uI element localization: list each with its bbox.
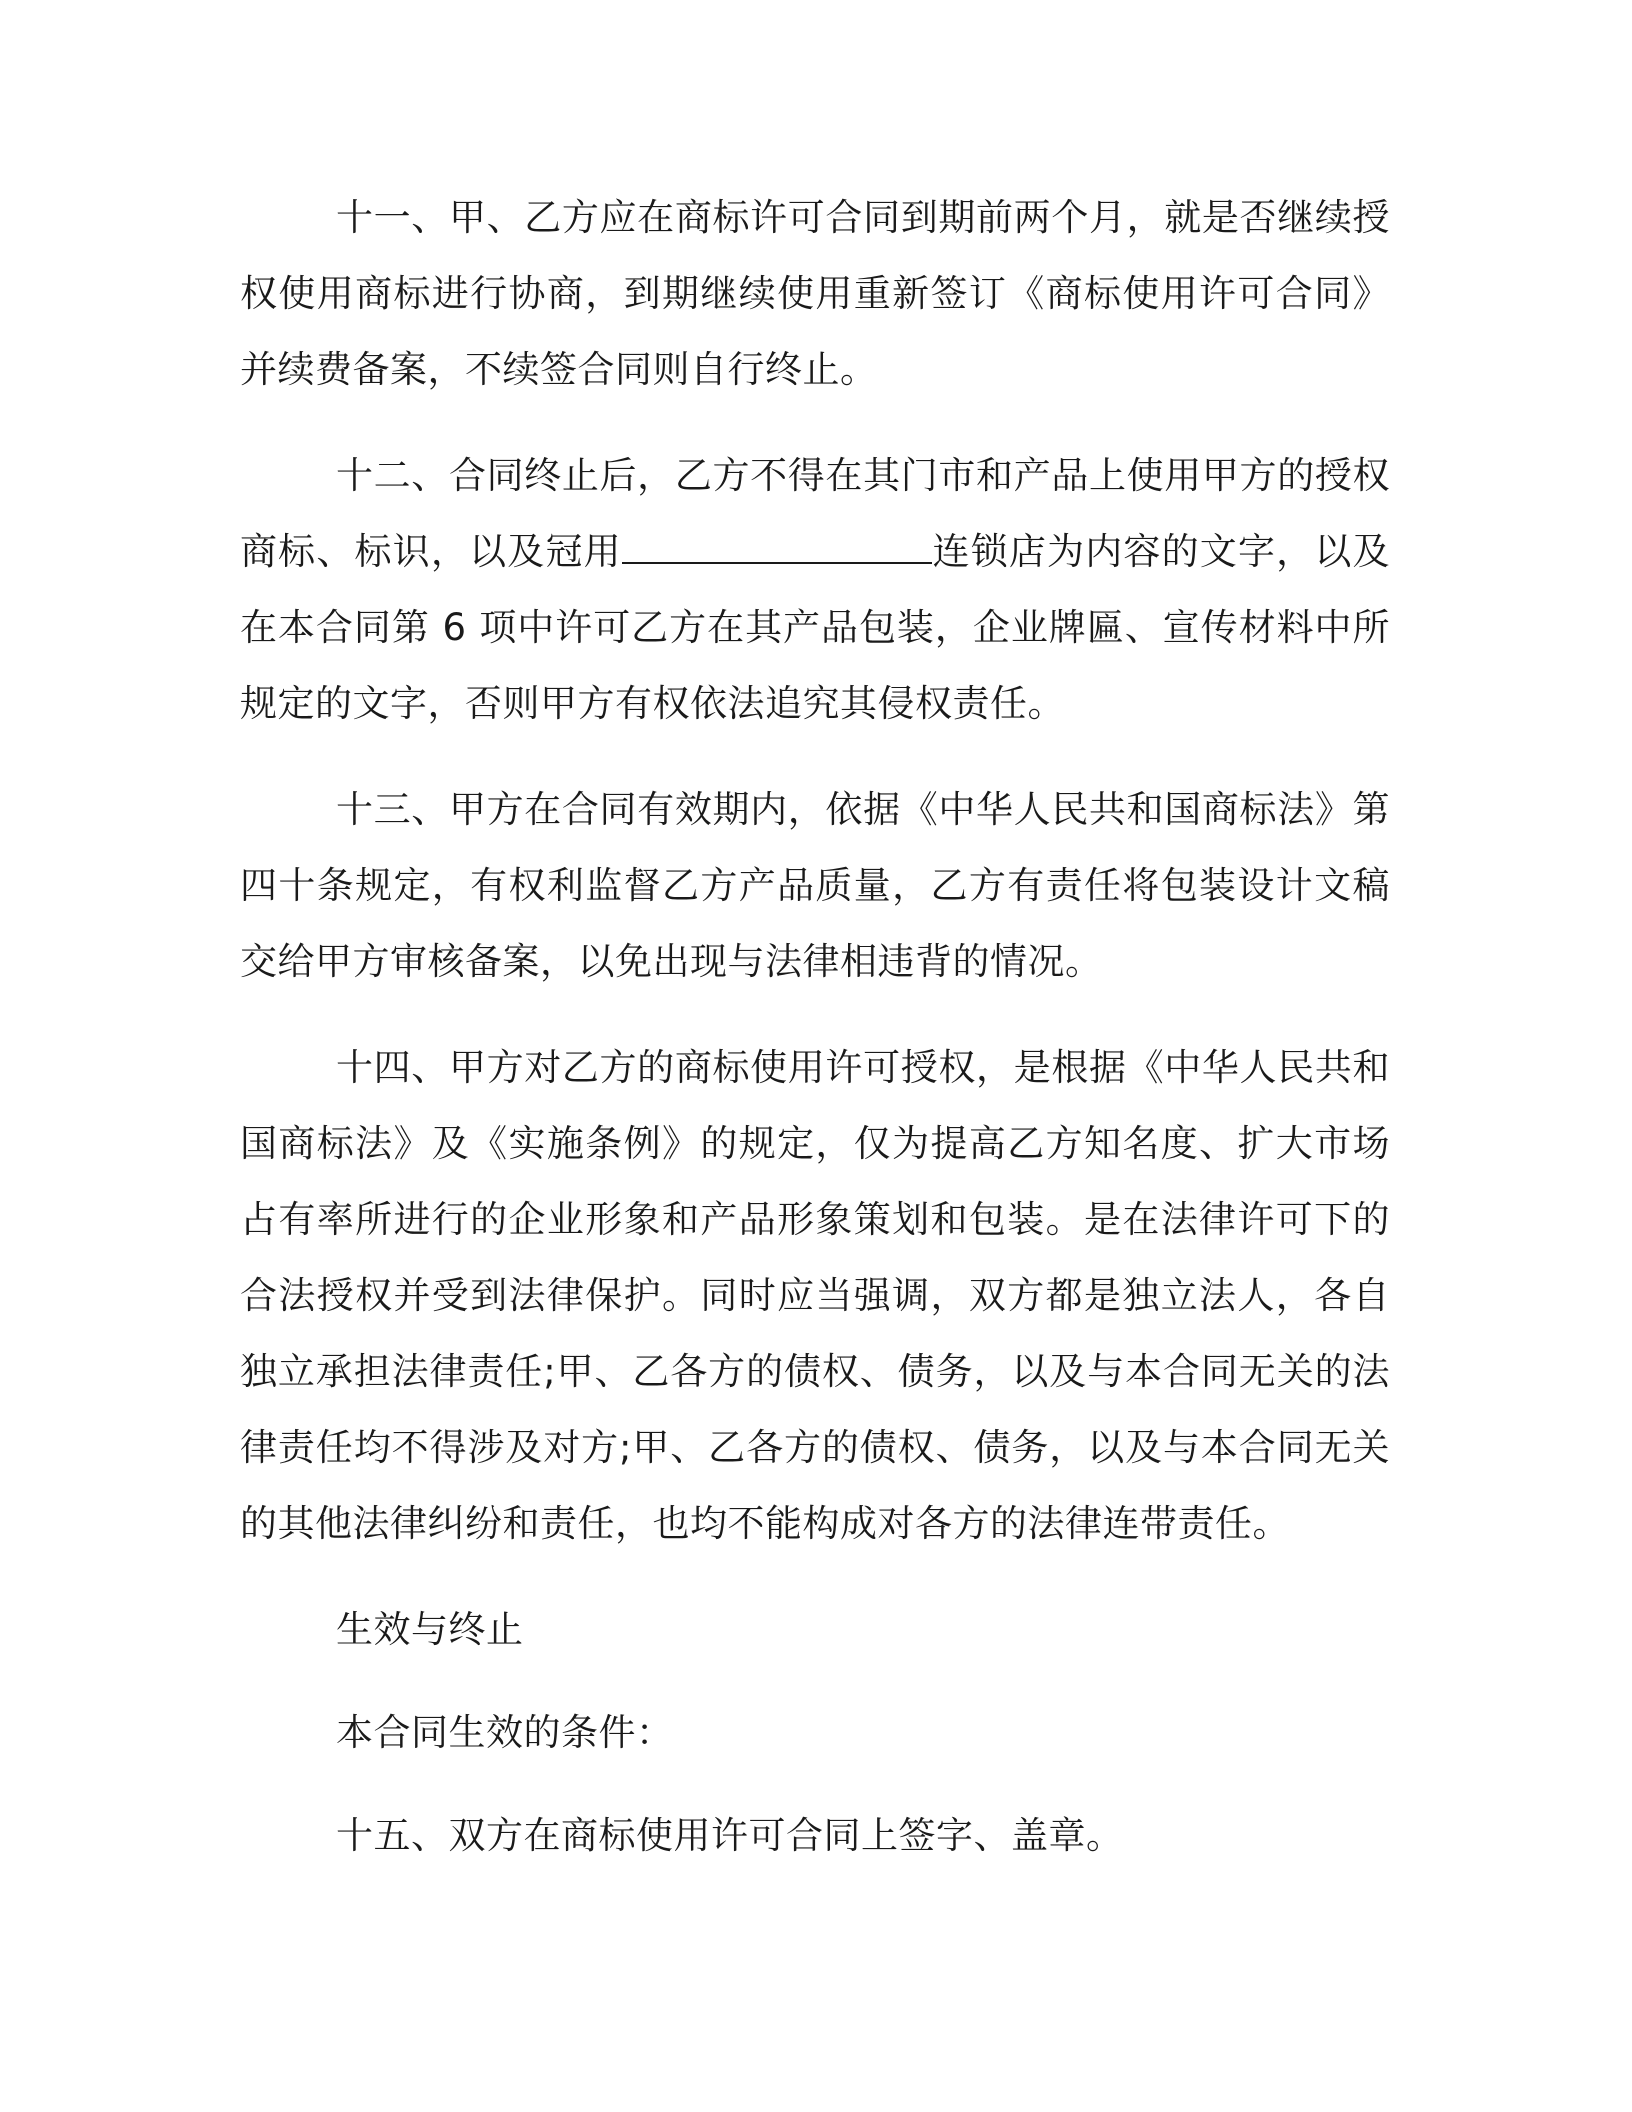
clause-14: 十四、甲方对乙方的商标使用许可授权，是根据《中华人民共和国商标法》及《实施条例》的规定，仅为提高乙方知名度、扩大市场占有率所进行的企业形象和产品形象策划和包装。是在法律许可下的合法授权并受到法律保护。同时应当强调，双方都是独立法人，各自独立承担法律责任;甲、乙各方的债权、债务，以及与本合同无关的法律责任均不得涉及对方;甲、乙各方的债权、债务，以及与本合同无关的其他法律纠纷和责任，也均不能构成对各方的法律连带责任。 (240, 1046, 1390, 1545)
clause-12 (240, 438, 1390, 742)
conditions-label: 本合同生效的条件： (336, 1711, 674, 1754)
section-heading: 生效与终止 (336, 1608, 524, 1651)
clause-12-text-start: 十二、合同终止后，乙方不得在其门市和产品上使用甲方的授权商标、标识，以及冠用 (240, 454, 1390, 573)
clause-15: 十五、双方在商标使用许可合同上签字、盖章。 (336, 1814, 1124, 1857)
fill-in-blank (622, 532, 932, 564)
clause-12-text-end: 连锁店为内容的文字，以及在本合同第 6 项中许可乙方在其产品包装，企业牌匾、宣传材料中所规定的文字，否则甲方有权依法追究其侵权责任。 (240, 530, 1391, 725)
clause-13: 十三、甲方在合同有效期内，依据《中华人民共和国商标法》第四十条规定，有权利监督乙方产品质量，乙方有责任将包装设计文稿交给甲方审核备案，以免出现与法律相违背的情况。 (240, 788, 1390, 983)
clause-11: 十一、甲、乙方应在商标许可合同到期前两个月，就是否继续授权使用商标进行协商，到期继续使用重新签订《商标使用许可合同》并续费备案，不续签合同则自行终止。 (240, 196, 1390, 391)
